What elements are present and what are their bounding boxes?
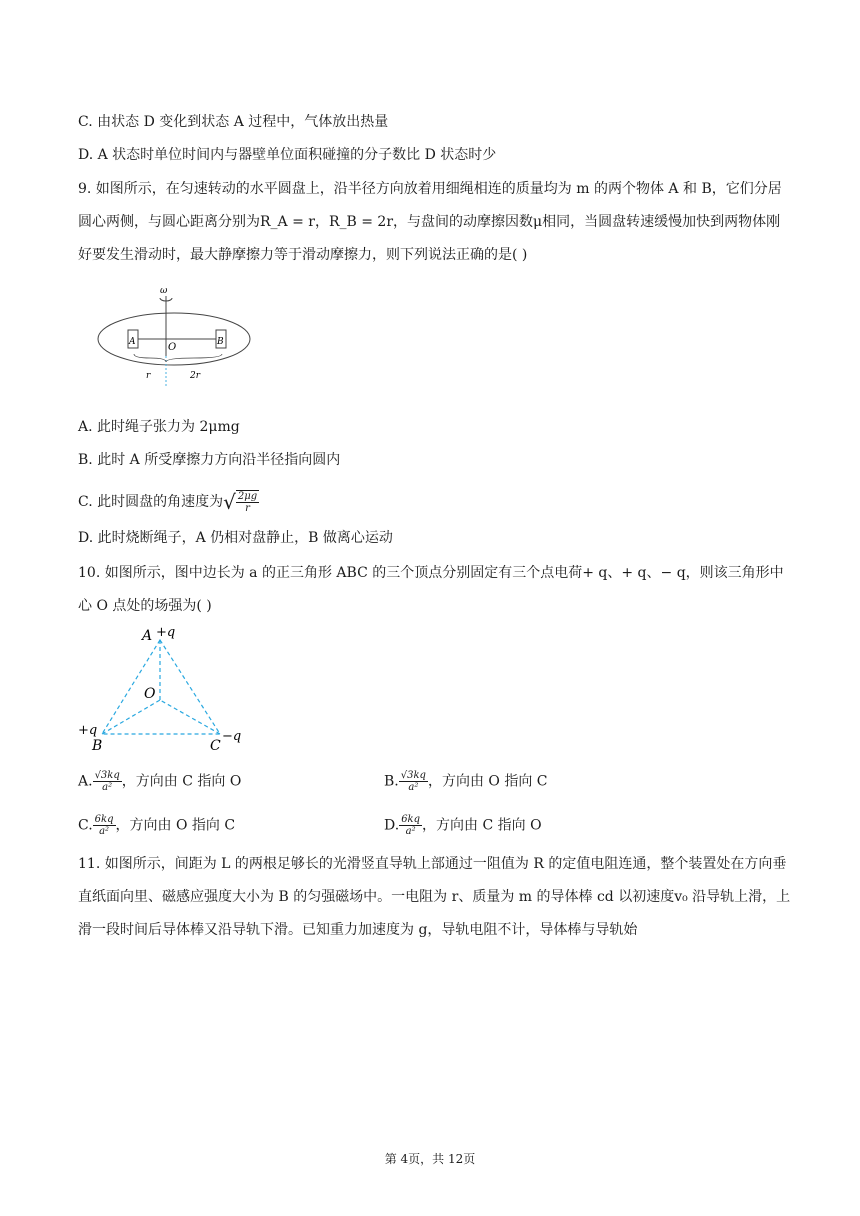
vertex-c-label: C xyxy=(210,738,221,754)
vertex-a-label: A xyxy=(142,628,153,644)
option-9a: A. 此时绳子张力为 2μmg xyxy=(78,419,240,435)
option-9b: B. 此时 A 所受摩擦力方向沿半径指向圆内 xyxy=(78,452,341,468)
radius-2r-label: 2r xyxy=(190,371,201,381)
omega-label: ω xyxy=(160,286,168,296)
question-9: 9. 如图所示，在匀速转动的水平圆盘上，沿半径方向放着用细绳相连的质量均为 m 的两个物体 A 和 B，它们分居圆心两侧，与圆心距离分别为R_A = r，R_B = 2r，与盘间的动摩擦因数μ相同，当圆盘转速缓慢加快到两物体刚好要发生滑动时，最大静摩擦力等于滑动摩擦力，则下列说法正确的是( ) xyxy=(78,181,782,263)
page-footer: 第 4页，共 12页 xyxy=(384,1152,476,1166)
vertex-b-label: B xyxy=(92,738,103,754)
vertex-b-charge: +q xyxy=(78,723,98,738)
vertex-c-charge: −q xyxy=(222,729,242,744)
block-a-label: A xyxy=(129,337,136,347)
option-8d: D. A 状态时单位时间内与器壁单位面积碰撞的分子数比 D 状态时少 xyxy=(78,147,497,163)
block-b-label: B xyxy=(217,337,224,347)
option-9c-text: C. 此时圆盘的角速度为 xyxy=(78,494,224,510)
vertex-a-charge: +q xyxy=(156,625,176,640)
omega-numerator: 2μg xyxy=(237,491,258,502)
question-10: 10. 如图所示，图中边长为 a 的正三角形 ABC 的三个顶点分别固定有三个点电荷+ q、+ q、− q，则该三角形中心 O 点处的场强为( ) xyxy=(78,565,784,614)
option-10a: A. $\frac{√3kq}{\text{a²}}$ ，方向由 C 指向 O xyxy=(78,770,242,793)
sqrt-expression: √ $\frac{2\mu g}{r}$ xyxy=(223,490,258,514)
option-9c xyxy=(78,490,259,514)
option-10c: C. $\frac{6kq}{\text{a²}}$ ，方向由 O 指向 C xyxy=(78,814,236,837)
figure-rotating-disc xyxy=(94,284,254,388)
option-10b: B. $\frac{√3kq}{\text{a²}}$ ，方向由 O 指向 C xyxy=(384,770,548,793)
option-8c: C. 由状态 D 变化到状态 A 过程中，气体放出热量 xyxy=(78,114,389,130)
option-10d: D. $\frac{6kq}{\text{a²}}$ ，方向由 C 指向 O xyxy=(384,814,542,837)
omega-denominator: r xyxy=(245,503,250,514)
question-11: 11. 如图所示，间距为 L 的两根足够长的光滑竖直导轨上部通过一阻值为 R 的定值电阻连通，整个装置处在方向垂直纸面向里、磁感应强度大小为 B 的匀强磁场中。一电阻为 r、质量为 m 的导体棒 cd 以初速度v₀ 沿导轨上滑，上滑一段时间后导体棒又沿导轨下滑。已知重力加速度为 g，导轨电阻不计，导体棒与导轨始 xyxy=(78,856,791,938)
radius-r-label: r xyxy=(146,371,151,381)
center-o-label: O xyxy=(144,686,156,702)
figure-triangle-charges xyxy=(76,622,246,754)
option-9d: D. 此时烧断绳子，A 仍相对盘静止，B 做离心运动 xyxy=(78,530,393,546)
center-o-label: O xyxy=(168,342,177,353)
